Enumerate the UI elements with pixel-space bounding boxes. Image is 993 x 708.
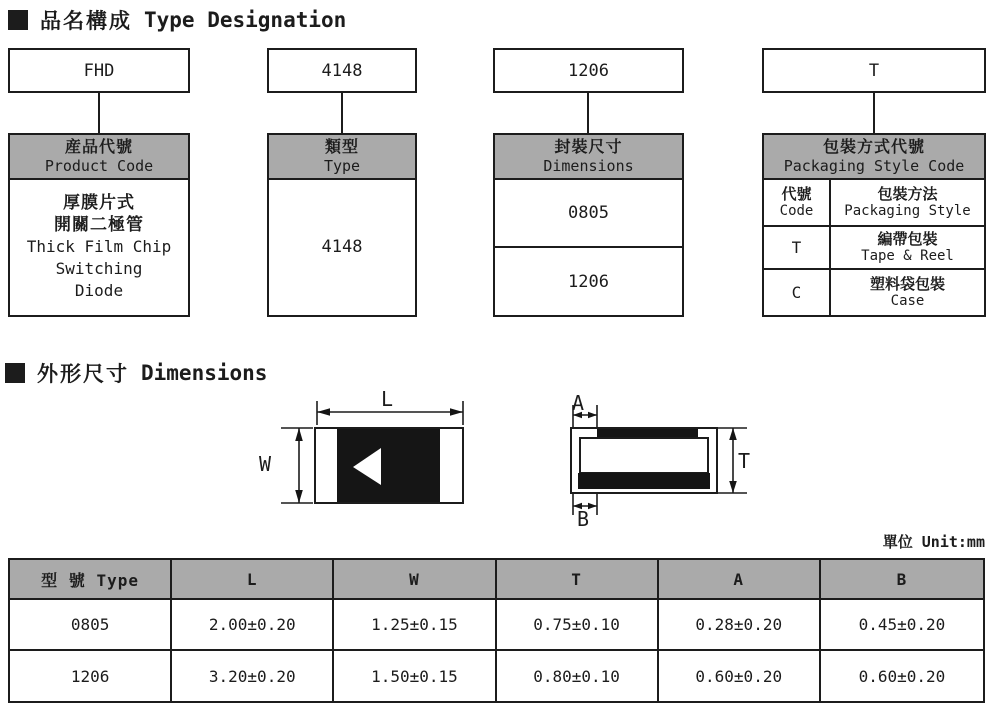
dimensions-table-header-L: L — [172, 560, 334, 600]
packaging-style-table — [762, 133, 986, 317]
table-cell-type: 1206 — [10, 651, 172, 701]
description-line: 厚膜片式 — [63, 193, 135, 213]
section-title-en: Type Designation — [144, 8, 347, 32]
packaging-row-code — [764, 225, 829, 268]
description-line: 開關二極管 — [54, 215, 144, 235]
connector-line — [587, 93, 589, 133]
description-line: Diode — [74, 281, 124, 300]
unit-note: 單位 Unit:mm — [882, 533, 985, 551]
packaging-style-en: Tape & Reel — [861, 248, 954, 265]
section-title-zh: 外形尺寸 — [37, 362, 129, 386]
table-cell-B: 0.45±0.20 — [821, 600, 983, 651]
connector-line — [98, 93, 100, 133]
packaging-row-code — [764, 268, 829, 315]
description-line: Thick Film Chip — [26, 237, 172, 256]
package-size-option: 0805 — [495, 180, 682, 248]
packaging-value: T — [868, 60, 880, 81]
package-size-table — [493, 133, 684, 317]
dim-label-B: B — [577, 507, 590, 531]
dim-label-W: W — [259, 452, 272, 476]
connector-line — [341, 93, 343, 133]
header-zh: 産品代號 — [64, 137, 133, 157]
col-style-en: Packaging Style — [844, 203, 971, 220]
subtable-col-code-header — [764, 180, 829, 225]
subtable-col-style-header — [829, 180, 984, 225]
dim-label-T: T — [738, 449, 751, 473]
packaging-row-style — [829, 225, 984, 268]
product-code-value: FHD — [83, 60, 115, 81]
dim-label-A: A — [572, 391, 585, 415]
dimension-value: 1206 — [568, 60, 609, 81]
dimensions-table-header-T: T — [497, 560, 659, 600]
header-en: Dimensions — [543, 157, 634, 176]
header-zh: 封裝尺寸 — [554, 137, 623, 157]
packaging-style-subtable — [764, 180, 984, 315]
dimensions-table-header-A: A — [659, 560, 821, 600]
table-cell-T: 0.80±0.10 — [497, 651, 659, 701]
product-code-value-box — [8, 48, 190, 93]
table-cell-A: 0.28±0.20 — [659, 600, 821, 651]
section-bullet-icon — [8, 10, 28, 30]
chip-top-view-diagram — [255, 385, 480, 520]
dim-label-L: L — [381, 387, 394, 411]
product-code-table-header — [10, 135, 188, 180]
dimensions-table-header-W: W — [334, 560, 496, 600]
type-value: 4148 — [321, 60, 363, 81]
packaging-value-box — [762, 48, 986, 93]
packaging-code: T — [791, 237, 802, 257]
table-cell-L: 2.00±0.20 — [172, 600, 334, 651]
dimensions-table-header-B: B — [821, 560, 983, 600]
header-en: Type — [323, 157, 361, 176]
package-size-option: 1206 — [568, 271, 609, 292]
type-designation-section-title — [8, 5, 346, 35]
dimensions-table — [8, 558, 985, 703]
table-cell-B: 0.60±0.20 — [858, 666, 946, 686]
type-table — [267, 133, 417, 317]
col-style-zh: 包裝方法 — [877, 185, 938, 204]
header-en: Packaging Style Code — [783, 157, 965, 176]
header-zh: 包裝方式代號 — [822, 137, 925, 157]
packaging-style-table-header — [764, 135, 984, 180]
dimensions-table-header-type: 型 號 Type — [10, 560, 172, 600]
type-value-box — [267, 48, 417, 93]
table-cell-W: 1.50±0.15 — [334, 651, 496, 701]
connector-line — [873, 93, 875, 133]
table-cell-T: 0.75±0.10 — [497, 600, 659, 651]
table-cell-L: 3.20±0.20 — [172, 651, 334, 701]
type-table-header — [269, 135, 415, 180]
packaging-style-en: Case — [890, 293, 925, 310]
table-cell-W: 1.25±0.15 — [334, 600, 496, 651]
col-code-zh: 代號 — [781, 185, 812, 204]
header-zh: 類型 — [324, 137, 359, 157]
table-cell-type: 0805 — [10, 600, 172, 651]
packaging-style-zh: 編帶包裝 — [877, 230, 938, 249]
type-table-value: 4148 — [321, 236, 363, 257]
package-size-table-header — [495, 135, 682, 180]
packaging-style-zh: 塑料袋包裝 — [869, 275, 945, 294]
section-title-zh: 品名構成 — [40, 9, 132, 33]
packaging-code: C — [791, 282, 802, 302]
packaging-row-style — [829, 268, 984, 315]
product-code-table — [8, 133, 190, 317]
col-code-en: Code — [779, 203, 814, 220]
table-cell-A: 0.60±0.20 — [659, 651, 821, 701]
section-title-en: Dimensions — [141, 361, 268, 385]
description-line: Switching — [55, 259, 143, 278]
product-code-description — [10, 180, 188, 302]
dimension-value-box — [493, 48, 684, 93]
header-en: Product Code — [44, 157, 154, 176]
dimensions-section-title — [5, 358, 267, 388]
section-bullet-icon — [5, 363, 25, 383]
